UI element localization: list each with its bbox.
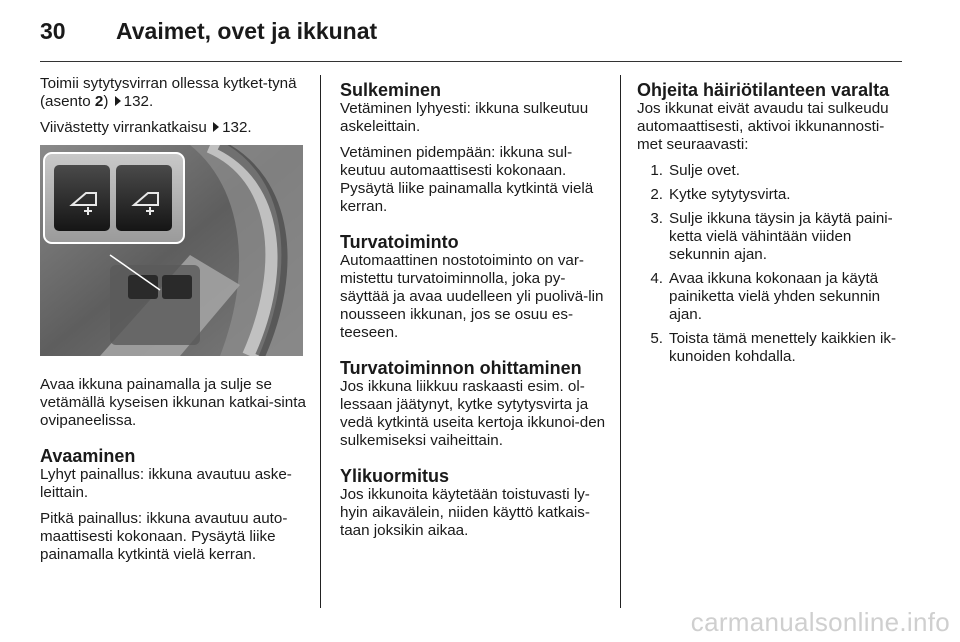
- step-text: Avaa ikkuna kokonaan ja käytä painiketta vielä yhden sekunnin ajan.: [669, 270, 881, 323]
- paragraph-ignition: [40, 75, 308, 111]
- header-rule: [40, 61, 902, 62]
- page-reference-arrow-icon: [115, 96, 121, 106]
- column-3: [637, 75, 905, 372]
- steps-list: [637, 162, 905, 366]
- list-item: [637, 330, 905, 366]
- column-divider: [320, 75, 321, 608]
- page-reference-arrow-icon: [213, 122, 219, 132]
- step-text: Sulje ikkuna täysin ja käytä paini-ketta vielä vähintään viiden sekunnin ajan.: [669, 210, 893, 263]
- heading-overload: Ylikuormitus: [340, 466, 450, 486]
- page-number: 30: [40, 18, 66, 44]
- text-segment: ): [103, 93, 109, 110]
- figure-caption: Avaa ikkuna painamalla ja sulje se vetämällä kyseisen ikkunan katkai-sinta ovipaneelissa.: [40, 376, 306, 429]
- paragraph-fault: Jos ikkunat eivät avaudu tai sulkeudu automaattisesti, aktivoi ikkunannosti-met seuraavasti:: [637, 100, 889, 153]
- list-item: [637, 270, 905, 324]
- window-switch-photo: [40, 145, 303, 356]
- paragraph-safety: Automaattinen nostotoiminto on var-mistettu turvatoiminnolla, joka py-säyttää ja avaa uudelleen yli puolivä-lin nousseen ikkunan, jos se osuu es-teeseen.: [340, 252, 604, 341]
- ignition-position: 2: [94, 93, 104, 110]
- step-number: 4.: [650, 270, 663, 287]
- heading-override: Turvatoiminnon ohittaminen: [340, 358, 582, 378]
- paragraph-overload: Jos ikkunoita käytetään toistuvasti ly-hyin aikavälein, niiden käyttö katkais-taan joksikin aikaa.: [340, 486, 590, 539]
- heading-safety: Turvatoiminto: [340, 232, 459, 252]
- watermark: carmanualsonline.info: [690, 607, 950, 637]
- list-item: [637, 162, 905, 180]
- list-item: [637, 186, 905, 204]
- step-text: Toista tämä menettely kaikkien ik-kunoiden kohdalla.: [669, 330, 897, 365]
- heading-closing: Sulkeminen: [340, 80, 442, 100]
- step-number: 3.: [650, 210, 663, 227]
- step-number: 1.: [650, 162, 663, 179]
- paragraph-short-pull: Vetäminen lyhyesti: ikkuna sulkeutuu askeleittain.: [340, 100, 589, 135]
- step-number: 5.: [650, 330, 663, 347]
- heading-opening: Avaaminen: [40, 446, 136, 466]
- paragraph-long-pull: Vetäminen pidempään: ikkuna sul-keutuu automaattisesti kokonaan. Pysäytä liike painamalla kytkintä vielä kerran.: [340, 144, 594, 215]
- text-segment: Viivästetty virrankatkaisu: [40, 119, 207, 136]
- paragraph-long-press: Pitkä painallus: ikkuna avautuu auto-maattisesti kokonaan. Pysäytä liike painamalla kytkintä vielä kerran.: [40, 510, 288, 563]
- paragraph-short-press: Lyhyt painallus: ikkuna avautuu aske-leittain.: [40, 466, 292, 501]
- paragraph-override: Jos ikkuna liikkuu raskaasti esim. ol-lessaan jäätynyt, kytke sytytysvirta ja vedä kytkintä useita kertoja ikkunoi-den sulkemiseksi vaiheittain.: [340, 378, 606, 449]
- list-item: [637, 210, 905, 264]
- step-number: 2.: [650, 186, 663, 203]
- page-reference[interactable]: 132.: [222, 119, 252, 136]
- window-switch-illustration: [40, 145, 303, 356]
- paragraph-delayed-off: [40, 119, 308, 137]
- page-reference[interactable]: 132.: [123, 93, 154, 110]
- step-text: Sulje ovet.: [669, 162, 740, 179]
- text-segment: Toimii sytytysvirran ollessa kytket-tynä (asento: [40, 75, 297, 110]
- column-divider: [620, 75, 621, 608]
- heading-fault: Ohjeita häiriötilanteen varalta: [637, 80, 890, 100]
- column-1: [40, 75, 308, 572]
- step-text: Kytke sytytysvirta.: [669, 186, 791, 203]
- page-title: Avaimet, ovet ja ikkunat: [116, 18, 378, 44]
- column-2: [340, 75, 612, 548]
